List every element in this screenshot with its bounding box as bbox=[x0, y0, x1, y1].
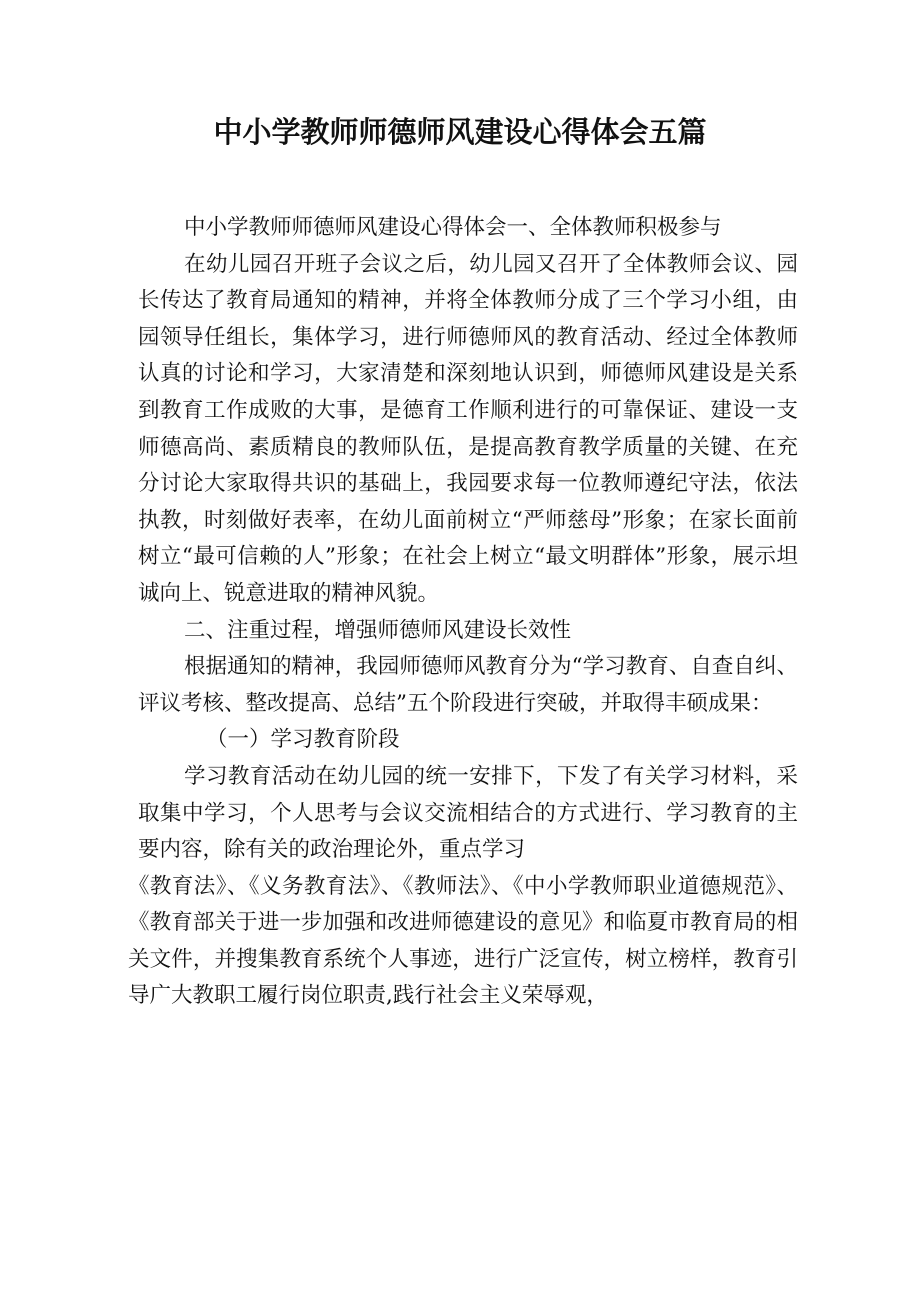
document-title: 中小学教师师德师风建设心得体会五篇 bbox=[213, 115, 707, 149]
paragraph-laws-list: 《教育法》、《义务教育法》、《教师法》、《中小学教师职业道德规范》、《教育部关于进一步加强和改进师德建设的意见》和临夏市教育局的相关文件，并搜集教育系统个人事迹，进行广泛宣传，树立榜样，教育引导广大教职工履行岗位职责,践行社会主义荣辱观， bbox=[128, 873, 798, 1009]
paragraph-participation: 在幼儿园召开班子会议之后，幼儿园又召开了全体教师会议、园长传达了教育局通知的精神，并将全体教师分成了三个学习小组，由园领导任组长，集体学习，进行师德师风的教育活动、经过全体教师认真的讨论和学习，大家清楚和深刻地认识到，师德师风建设是关系到教育工作成败的大事，是德育工作顺利进行的可靠保证、建设一支师德高尚、素质精良的教师队伍，是提高教育教学质量的关键、在充分讨论大家取得共识的基础上，我园要求每一位教师遵纪守法，依法执教，时刻做好表率，在幼儿面前树立“严师慈母”形象；在家长面前树立“最可信赖的人”形象；在社会上树立“最文明群体”形象，展示坦诚向上、锐意进取的精神风貌。 bbox=[138, 251, 798, 606]
document-body bbox=[128, 210, 798, 1015]
paragraph-subsection-heading: （一）学习教育阶段 bbox=[206, 727, 400, 753]
paragraph-section-one-heading: 中小学教师师德师风建设心得体会一、全体教师积极参与 bbox=[184, 215, 722, 240]
paragraph-section-two-heading: 二、注重过程，增强师德师风建设长效性 bbox=[184, 617, 572, 643]
paragraph-stages: 根据通知的精神，我园师德师风教育分为“学习教育、自查自纠、评议考核、整改提高、总结”五个阶段进行突破，并取得丰硕成果： bbox=[138, 654, 798, 716]
paragraph-study-activities: 学习教育活动在幼儿园的统一安排下，下发了有关学习材料，采取集中学习，个人思考与会议交流相结合的方式进行、学习教育的主要内容，除有关的政治理论外，重点学习 bbox=[138, 763, 798, 863]
